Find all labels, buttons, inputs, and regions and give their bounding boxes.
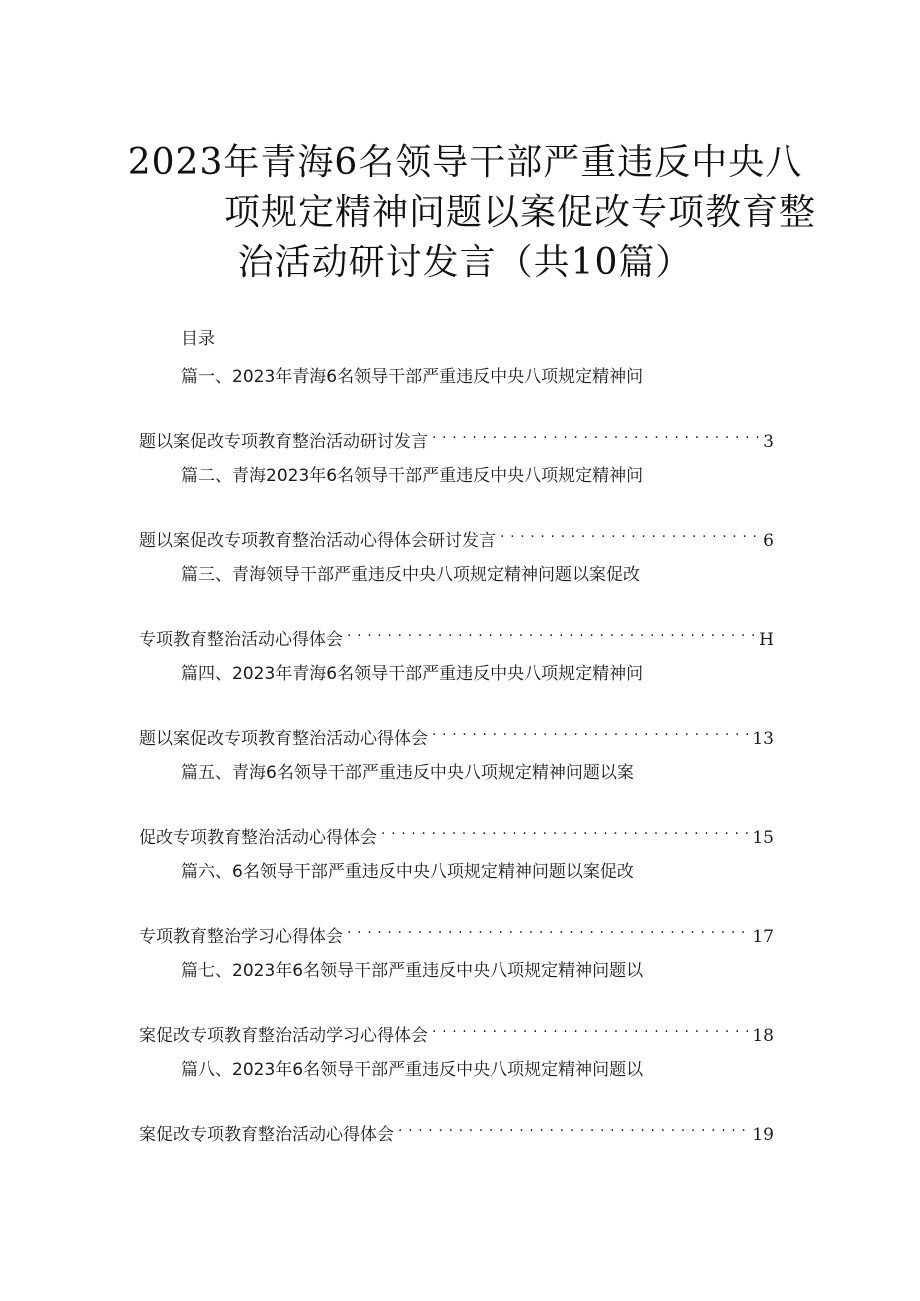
toc-entry-title-continuation: 专项教育整治活动心得体会 [139,630,343,650]
toc-entry-title-first-line: 篇二、青海2023年6名领导干部严重违反中央八项规定精神问 [181,466,644,486]
toc-entry-title-second-line [139,619,774,653]
toc-entry-title-first-line: 篇七、2023年6名领导干部严重违反中央八项规定精神问题以 [181,961,644,981]
toc-page-number: 6 [763,531,774,551]
toc-entry-title-first-line: 篇五、青海6名领导干部严重违反中央八项规定精神问题以案 [181,763,634,783]
toc-leader-dots [500,520,759,546]
toc-entry-title-second-line [139,520,774,554]
toc-entry-title-continuation: 促改专项教育整治活动心得体会 [139,828,377,848]
toc-page-number: 3 [763,432,774,452]
toc-entry-2[interactable] [139,463,774,562]
toc-entry-title-second-line [139,1114,774,1148]
toc-heading: 目录 [181,329,215,349]
toc-entry-title-continuation: 题以案促改专项教育整治活动心得体会研讨发言 [139,531,496,551]
toc-entry-title-second-line [139,817,774,851]
toc-entry-title-first-line: 篇六、6名领导干部严重违反中央八项规定精神问题以案促改 [181,862,634,882]
toc-entry-title-continuation: 专项教育整治学习心得体会 [139,927,343,947]
toc-entry-title-second-line [139,916,774,950]
toc-entry-7[interactable] [139,958,774,1057]
title-line-3: 治活动研讨发言（共10篇） [237,242,693,283]
table-of-contents [139,364,774,1156]
toc-entry-3[interactable] [139,562,774,661]
toc-leader-dots [432,1015,748,1041]
toc-entry-title-first-line: 篇三、青海领导干部严重违反中央八项规定精神问题以案促改 [181,565,640,585]
toc-entry-5[interactable] [139,760,774,859]
toc-entry-4[interactable] [139,661,774,760]
toc-entry-title-first-line: 篇四、2023年青海6名领导干部严重违反中央八项规定精神问 [181,664,644,684]
toc-page-number: 15 [752,828,774,848]
toc-page-number: 13 [752,729,774,749]
toc-entry-title-second-line [139,1015,774,1049]
toc-leader-dots [347,916,748,942]
toc-leader-dots [432,718,748,744]
toc-leader-dots [381,817,748,843]
toc-page-number: 17 [752,927,774,947]
toc-entry-8[interactable] [139,1057,774,1156]
toc-entry-title-continuation: 题以案促改专项教育整治活动研讨发言 [139,432,428,452]
toc-page-number: 19 [752,1125,774,1145]
document-title [0,138,920,288]
toc-page-number: 18 [752,1026,774,1046]
toc-entry-1[interactable] [139,364,774,463]
toc-entry-title-continuation: 案促改专项教育整治活动学习心得体会 [139,1026,428,1046]
toc-leader-dots [398,1114,748,1140]
toc-entry-title-continuation: 题以案促改专项教育整治活动心得体会 [139,729,428,749]
title-line-2: 项规定精神问题以案促改专项教育整 [223,192,816,233]
toc-entry-title-first-line: 篇一、2023年青海6名领导干部严重违反中央八项规定精神问 [181,367,644,387]
toc-entry-title-second-line [139,421,774,455]
title-line-1: 2023年青海6名领导干部严重违反中央八 [127,142,803,183]
toc-leader-dots [347,619,755,645]
toc-entry-title-second-line [139,718,774,752]
toc-entry-title-continuation: 案促改专项教育整治活动心得体会 [139,1125,394,1145]
toc-entry-title-first-line: 篇八、2023年6名领导干部严重违反中央八项规定精神问题以 [181,1060,644,1080]
toc-page-number: H [759,630,774,650]
toc-entry-6[interactable] [139,859,774,958]
toc-leader-dots [432,421,759,447]
